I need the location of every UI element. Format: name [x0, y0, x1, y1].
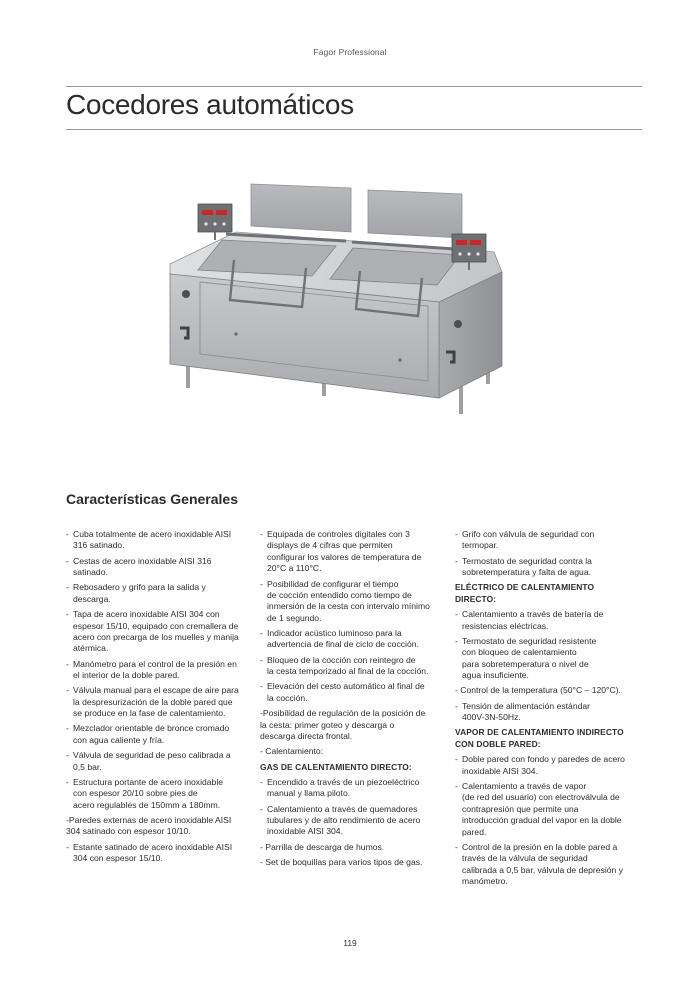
bullet-dash: - — [455, 609, 458, 620]
list-item-text: Bloqueo de la cocción con reintegro de la cesta temporizado al final de la cocción. — [267, 654, 429, 677]
knob — [454, 320, 462, 328]
bullet-dash: - — [66, 658, 69, 669]
bullet-dash: - — [260, 529, 263, 539]
bullet-dash: - — [455, 635, 458, 646]
list-item — [260, 777, 440, 800]
list-item — [455, 556, 633, 579]
bullet-dash: - — [66, 582, 69, 593]
bullet-dash: - — [260, 776, 263, 787]
page-number: 119 — [343, 938, 357, 948]
bullet-dash: - — [260, 628, 263, 639]
basket-lid-right — [330, 248, 460, 285]
list-item — [455, 636, 633, 682]
bullet-dash: - — [455, 754, 458, 765]
list-item — [260, 628, 440, 651]
list-item-text: Grifo con válvula de seguridad con termopar. — [462, 529, 595, 551]
brand-header: Fagor Professional — [313, 47, 387, 57]
list-item-text: Estructura portante de acero inoxidable con espesor 20/10 sobre pies de acero regulables de 150mm a 180mm. — [73, 776, 224, 810]
bullet-dash: - — [66, 750, 69, 761]
list-item-text: - Control de la temperatura (50°C – 120°C). — [455, 685, 621, 696]
bullet-dash: - — [66, 529, 69, 539]
list-item-text: Elevación del cesto automático al final de la cocción. — [267, 681, 425, 703]
list-item — [66, 723, 246, 746]
list-item — [260, 655, 440, 678]
subsection-heading-electric: ELÉCTRICO DE CALENTAMIENTO DIRECTO: — [455, 582, 595, 604]
list-item — [66, 659, 246, 682]
list-item-text: Cestas de acero inoxidable AISI 316 satinado. — [73, 555, 212, 578]
bullet-dash: - — [455, 700, 458, 711]
list-item — [66, 685, 246, 719]
list-item — [66, 609, 246, 655]
bullet-dash: - — [66, 609, 69, 620]
list-item — [260, 529, 440, 575]
product-image — [160, 176, 530, 416]
title-top-rule — [66, 86, 642, 87]
bullet-dash: - — [66, 841, 69, 852]
list-item — [66, 777, 246, 811]
leg — [186, 366, 190, 388]
knob — [182, 290, 190, 298]
bullet-dash: - — [455, 555, 458, 566]
list-item-text: Calentamiento a través de vapor (de red del usuario) con electroválvula de contrapresión que permite una introducción gradual del vapor en la doble pared. — [462, 780, 622, 837]
list-item-text: Tapa de acero inoxidable AISI 304 con espesor 15/10, equipado con cremallera de acero con precarga de los muelles y manija atérmica. — [73, 609, 239, 654]
list-item-text: Doble pared con fondo y paredes de acero inoxidable AISI 304. — [462, 754, 625, 776]
door-screw — [398, 358, 401, 361]
bullet-dash: - — [455, 780, 458, 791]
list-item-text: -Paredes externas de acero inoxidable AISI 304 satinado con espesor 10/10. — [66, 814, 232, 837]
list-item-text: Termostato de seguridad contra la sobretemperatura y falta de agua. — [462, 555, 592, 578]
list-item — [66, 842, 246, 865]
list-item — [66, 750, 246, 773]
bullet-dash: - — [66, 776, 69, 787]
list-item — [260, 746, 440, 757]
features-column-2 — [260, 529, 440, 872]
list-item — [260, 842, 440, 853]
door-screw — [234, 332, 237, 335]
list-item-text: - Parrilla de descarga de humos. — [260, 841, 385, 852]
list-item — [455, 529, 633, 552]
list-item-text: -Posibilidad de regulación de la posición de la cesta: primer goteo y descarga o descarga directa frontal. — [260, 708, 426, 741]
list-item-text: Válvula manual para el escape de aire para la despresurización de la doble pared que se produce en la fase de calentamiento. — [73, 685, 239, 719]
backsplash-right — [368, 190, 462, 238]
bullet-dash: - — [66, 685, 69, 696]
backsplash-left — [251, 184, 351, 232]
list-item-text: Manómetro para el control de la presión en el interior de la doble pared. — [73, 658, 237, 681]
list-item — [66, 529, 246, 552]
list-item-text: Calentamiento a través de quemadores tubulares y de alto rendimiento de acero inoxidable AISI 304. — [267, 803, 421, 837]
bullet-dash: - — [66, 723, 69, 734]
bullet-dash: - — [260, 681, 263, 692]
list-item — [455, 701, 633, 724]
list-item — [260, 681, 440, 704]
list-item-text: Equipada de controles digitales con 3 displays de 4 cifras que permiten configurar los valores de temperatura de 20°C a 110°C. — [267, 529, 422, 574]
bullet-dash: - — [455, 841, 458, 852]
list-item-text: - Calentamiento: — [260, 746, 324, 757]
list-item-text: Rebosadero y grifo para la salida y descarga. — [73, 582, 206, 604]
list-item — [455, 754, 633, 777]
bullet-dash: - — [260, 803, 263, 814]
list-item — [260, 579, 440, 625]
list-item-text: - Set de boquillas para varios tipos de gas. — [260, 857, 423, 868]
bullet-dash: - — [260, 654, 263, 665]
features-column-1 — [66, 529, 246, 868]
list-item — [66, 582, 246, 605]
features-column-3 — [455, 529, 633, 891]
list-item — [66, 556, 246, 579]
list-item — [66, 815, 246, 838]
list-item-text: Calentamiento a través de batería de resistencias eléctricas. — [462, 609, 604, 631]
list-item — [260, 804, 440, 838]
list-item-text: Termostato de seguridad resistente con bloqueo de calentamiento para sobretemperatura o nivel de agua insuficiente. — [462, 635, 597, 681]
list-item-text: Mezclador orientable de bronce cromado con agua caliente y fría. — [73, 723, 230, 745]
list-item-text: Tensión de alimentación estándar 400V-3N-50Hz. — [462, 700, 591, 723]
list-item — [455, 609, 633, 632]
page-title: Cocedores automáticos — [66, 89, 354, 120]
list-item-text: Válvula de seguridad de peso calibrada a 0,5 bar. — [73, 750, 231, 772]
subsection-heading-steam: VAPOR DE CALENTAMIENTO INDIRECTO CON DOBLE PARED: — [455, 727, 624, 749]
list-item — [260, 857, 440, 868]
list-item — [260, 708, 440, 742]
list-item-text: Posibilidad de configurar el tiempo de cocción entendido como tiempo de inmersión de la cesta con intervalo mínimo de 1 segundo. — [267, 578, 430, 623]
title-bottom-rule — [66, 129, 642, 130]
bullet-dash: - — [455, 529, 458, 539]
subsection-heading-gas: GAS DE CALENTAMIENTO DIRECTO: — [260, 761, 412, 772]
list-item-text: Encendido a través de un piezoeléctrico manual y llama piloto. — [267, 776, 420, 799]
basket-lid-left — [198, 240, 336, 276]
bullet-dash: - — [260, 578, 263, 589]
section-title: Características Generales — [66, 491, 238, 507]
list-item-text: Control de la presión en la doble pared a través de la válvula de seguridad calibrada a 0,5 bar, válvula de depresión y manómetro. — [462, 841, 623, 887]
list-item-text: Cuba totalmente de acero inoxidable AISI 316 satinado. — [73, 529, 232, 551]
list-item — [455, 781, 633, 838]
bullet-dash: - — [66, 555, 69, 566]
list-item — [455, 842, 633, 888]
list-item-text: Estante satinado de acero inoxidable AISI 304 con espesor 15/10. — [73, 841, 233, 864]
list-item-text: Indicador acústico luminoso para la advertencia de final de ciclo de cocción. — [267, 628, 419, 650]
list-item — [455, 685, 633, 696]
